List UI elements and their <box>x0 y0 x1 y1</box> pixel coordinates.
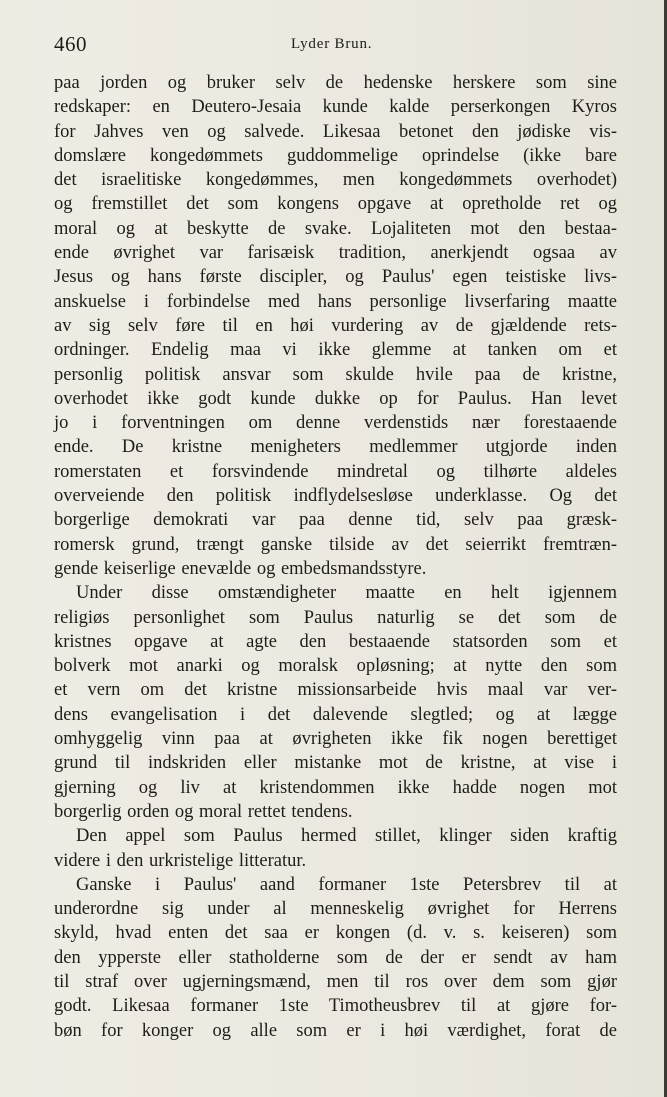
text-line: dens evangelisation i det dalevende slegtled; og at lægge <box>54 704 617 725</box>
page-number: 460 <box>54 32 87 56</box>
text-line: skyld, hvad enten det saa er kongen (d. v. s. keiseren) som <box>54 923 617 944</box>
text-line: et vern om det kristne missionsarbeide hvis maal var ver- <box>54 680 617 701</box>
text-line: jo i forventningen om denne verdenstids nær forestaaende <box>54 413 617 434</box>
text-line: gjerning og liv at kristendommen ikke hadde nogen mot <box>54 777 617 798</box>
text-line: romersk grund, trængt ganske tilside av det seierrikt fremtræn- <box>54 534 617 555</box>
text-line: personlig politisk ansvar som skulde hvile paa de kristne, <box>54 364 617 385</box>
text-line: moral og at beskytte de svake. Lojaliteten mot den bestaa- <box>54 218 617 239</box>
text-line: Under disse omstændigheter maatte en helt igjennem <box>76 583 617 604</box>
text-line: av sig selv føre til en høi vurdering av de gjældende rets- <box>54 315 617 336</box>
text-line: bøn for konger og alle som er i høi værdighet, forat de <box>54 1020 617 1041</box>
text-line: gende keiserlige enevælde og embedsmandsstyre. <box>54 558 427 579</box>
text-line: borgerlig orden og moral rettet tendens. <box>54 801 353 822</box>
text-line: og fremstillet det som kongens opgave at opretholde ret og <box>54 194 617 215</box>
text-line: bolverk mot anarki og moralsk opløsning; at nytte den som <box>54 656 617 677</box>
text-line: romerstaten et forsvindende mindretal og tilhørte aldeles <box>54 461 617 482</box>
text-line: ende øvrighet var farisæisk tradition, anerkjendt ogsaa av <box>54 243 617 264</box>
text-line: ende. De kristne menigheters medlemmer utgjorde inden <box>54 437 617 458</box>
text-line: grund til indskriden eller mistanke mot de kristne, at vise i <box>54 753 617 774</box>
text-line: overveiende den politisk indflydelsesløse underklasse. Og det <box>54 486 617 507</box>
text-line: det israelitiske kongedømmes, men kongedømmets overhodet) <box>54 170 617 191</box>
text-line: omhyggelig vinn paa at øvrigheten ikke fik nogen berettiget <box>54 729 617 750</box>
text-line: anskuelse i forbindelse med hans personlige livserfaring maatte <box>54 291 617 312</box>
page-header <box>54 32 616 58</box>
text-line: til straf over ugjerningsmænd, men til ros over dem som gjør <box>54 971 617 992</box>
text-line: Jesus og hans første discipler, og Paulus' egen teistiske livs- <box>54 267 617 288</box>
text-line: underordne sig under al menneskelig øvrighet for Herrens <box>54 899 617 920</box>
text-line: redskaper: en Deutero-Jesaia kunde kalde perserkongen Kyros <box>54 97 617 118</box>
text-line: godt. Likesaa formaner 1ste Timotheusbrev til at gjøre for- <box>54 996 617 1017</box>
text-line: overhodet ikke godt kunde dukke op for Paulus. Han levet <box>54 388 617 409</box>
text-line: domslære kongedømmets guddommelige oprindelse (ikke bare <box>54 145 617 166</box>
text-line: for Jahves ven og salvede. Likesaa betonet den jødiske vis- <box>54 121 617 142</box>
text-line: ordninger. Endelig maa vi ikke glemme at tanken om et <box>54 340 617 361</box>
text-line: Ganske i Paulus' aand formaner 1ste Petersbrev til at <box>76 874 617 895</box>
text-line: borgerlige demokrati var paa denne tid, selv paa græsk- <box>54 510 617 531</box>
text-line: kristnes opgave at agte den bestaaende statsorden som et <box>54 631 617 652</box>
text-line: religiøs personlighet som Paulus naturlig se det som de <box>54 607 617 628</box>
text-line: Den appel som Paulus hermed stillet, klinger siden kraftig <box>76 826 617 847</box>
running-head: Lyder Brun. <box>291 36 373 52</box>
text-line: den ypperste eller statholderne som de der er sendt av ham <box>54 947 617 968</box>
text-line: paa jorden og bruker selv de hedenske herskere som sine <box>54 73 617 93</box>
body-text <box>54 71 617 1043</box>
text-line: videre i den urkristelige litteratur. <box>54 850 307 871</box>
